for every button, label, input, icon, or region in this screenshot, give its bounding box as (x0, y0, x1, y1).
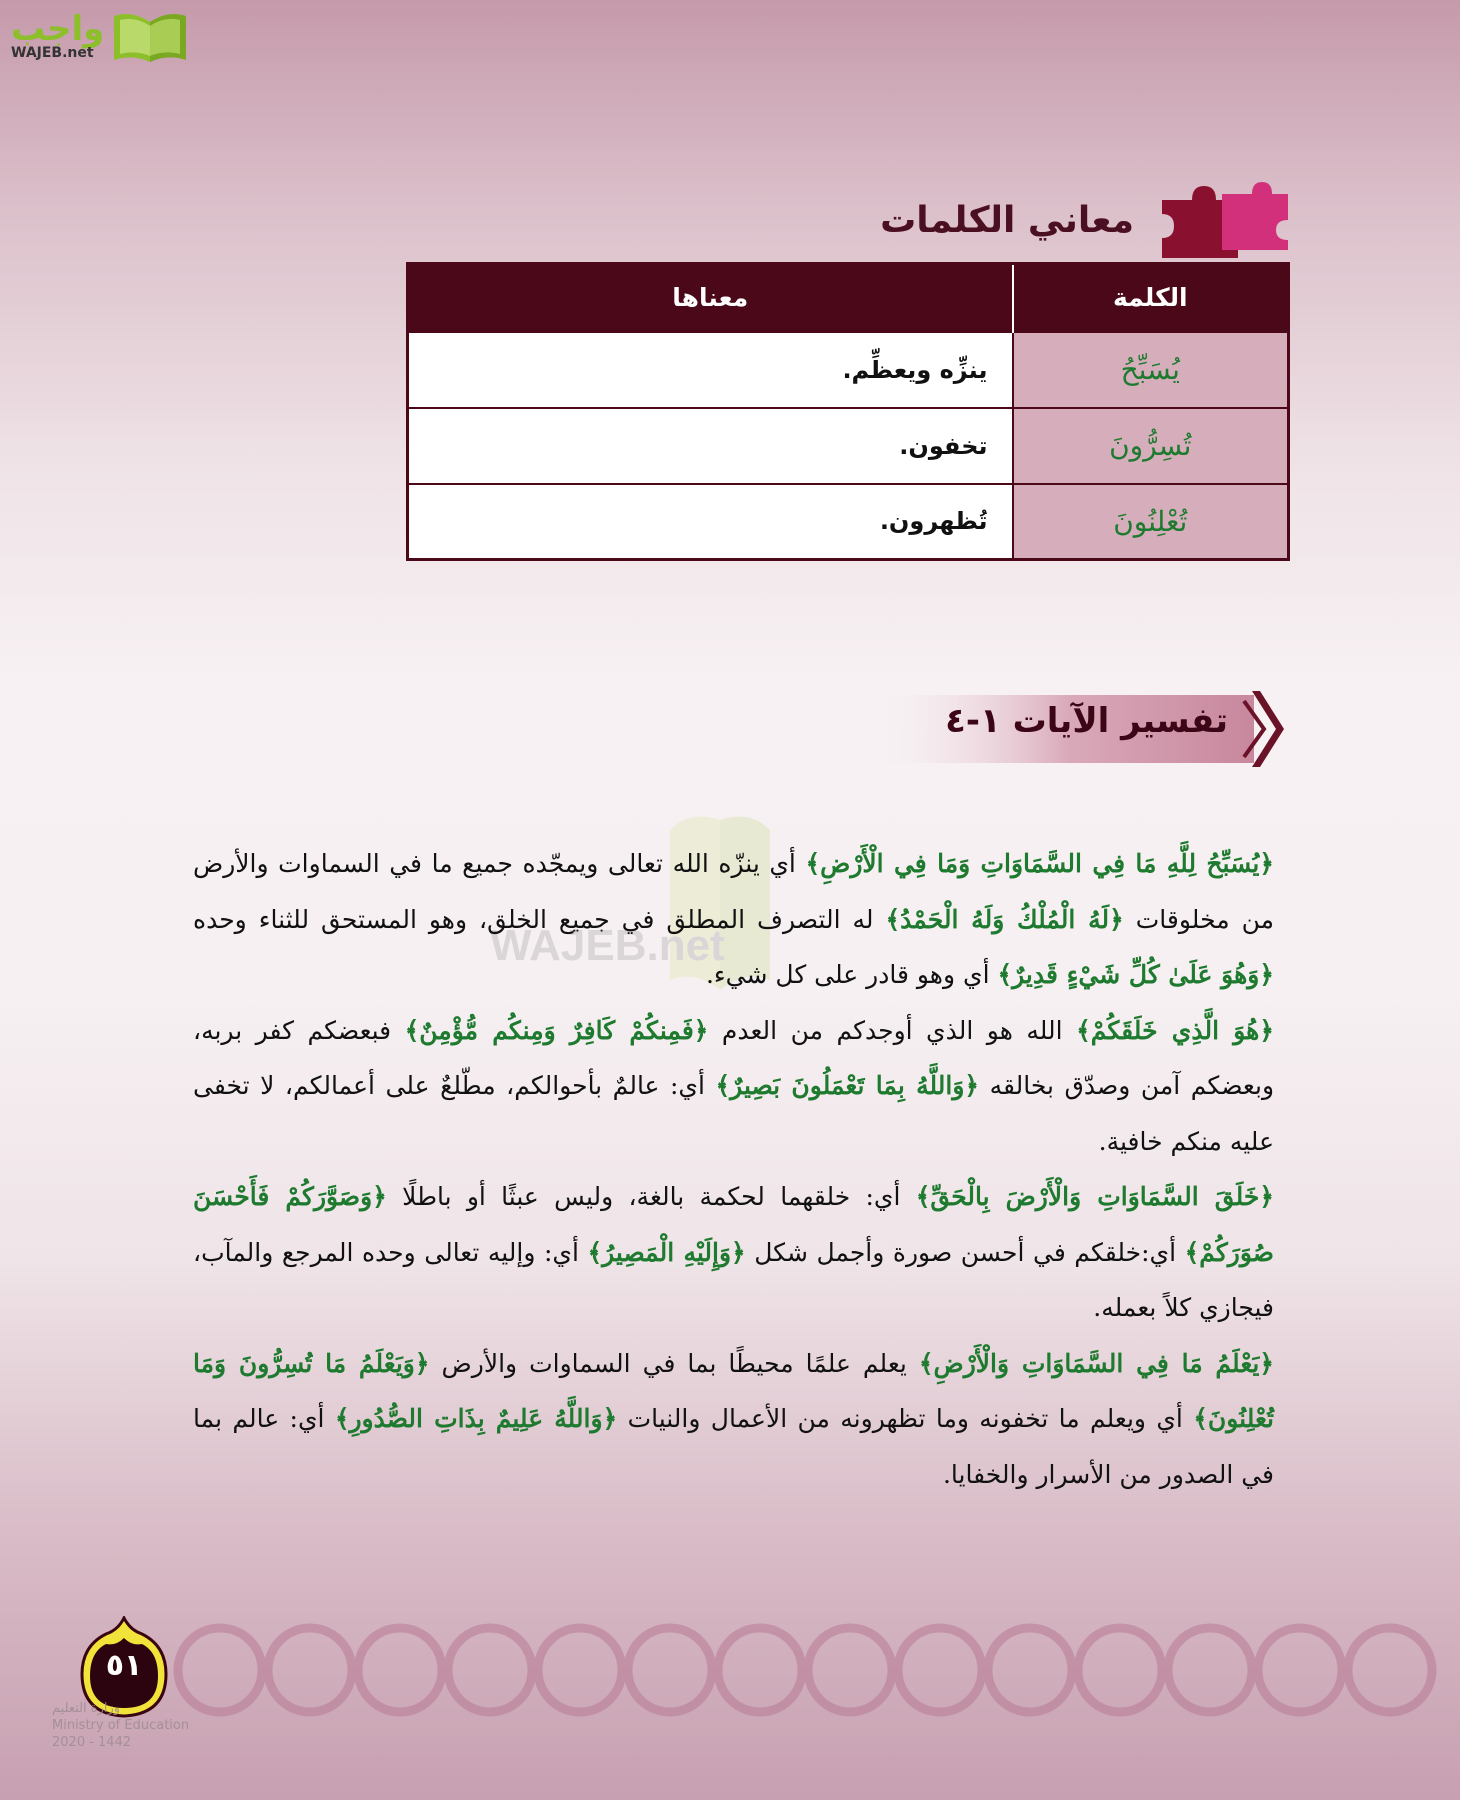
bracket-close-icon: ﴾ (715, 1071, 731, 1100)
verse-text: هُوَ الَّذِي خَلَقَكُمْ (1090, 1015, 1260, 1045)
verse-text: وَاللَّهُ عَلِيمٌ بِذَاتِ الصُّدُورِ (349, 1404, 603, 1433)
table-row (408, 332, 1289, 408)
explanation-text: أي: عالمٌ بأحوالكم، مطّلعٌ على أعمالكم، لا تخفى عليه منكم خافية. (193, 1071, 1274, 1156)
footer-ornament (160, 1610, 1460, 1730)
quran-verse (335, 1404, 617, 1433)
bracket-open-icon: ﴿ (372, 1182, 387, 1211)
verse-text: خَلَقَ السَّمَاوَاتِ وَالْأَرْضَ بِالْحَقِّ (930, 1182, 1260, 1211)
bracket-open-icon: ﴿ (1109, 904, 1124, 934)
quran-verse (587, 1238, 745, 1267)
page-number: ٥١ (105, 1648, 143, 1683)
quran-verse (919, 1349, 1274, 1378)
vocab-heading (880, 180, 1292, 260)
explanation-text: أي ويعلم ما تخفونه وما تظهرونه من الأعمال والنيات (617, 1404, 1194, 1433)
bracket-open-icon: ﴿ (1259, 1182, 1274, 1211)
verse-text: وَيَعْلَمُ مَا تُسِرُّونَ وَمَا تُعْلِنُونَ (193, 1348, 1274, 1433)
explanation-text: أي ينزّه الله تعالى ويمجّده جميع ما في السماوات والأرض من مخلوقات (193, 849, 1274, 934)
logo-arabic: واجب (11, 9, 105, 49)
ministry-year: 2020 - 1442 (52, 1735, 132, 1750)
quran-verse (716, 1071, 980, 1100)
verse-text: يَعْلَمُ مَا فِي السَّمَاوَاتِ وَالْأَرْضِ (933, 1348, 1260, 1378)
word-cell: تُعْلِنُونَ (1013, 484, 1289, 560)
verse-text: لَهُ الْمُلْكُ وَلَهُ الْحَمْدُ (900, 904, 1110, 934)
logo-english: WAJEB.net (11, 45, 94, 61)
bracket-open-icon: ﴿ (693, 1015, 709, 1045)
ministry-label (52, 1700, 189, 1751)
bracket-open-icon: ﴿ (1259, 1015, 1274, 1045)
tafsir-paragraph (193, 836, 1274, 1003)
header-meaning: معناها (408, 264, 1013, 332)
bracket-close-icon: ﴾ (885, 904, 901, 934)
quran-verse (805, 849, 1274, 878)
verse-text: يُسَبِّحُ لِلَّهِ مَا فِي السَّمَاوَاتِ وَمَا فِي الْأَرْضِ (820, 849, 1260, 878)
bracket-open-icon: ﴿ (414, 1348, 430, 1378)
bracket-open-icon: ﴿ (964, 1071, 980, 1100)
quran-verse (405, 1016, 709, 1045)
explanation-text: أي: خلقهما لحكمة بالغة، وليس عبثًا أو باطلًا (386, 1182, 916, 1211)
verse-text: وَاللَّهُ بِمَا تَعْمَلُونَ بَصِيرٌ (730, 1071, 965, 1100)
verse-text: فَمِنكُمْ كَافِرٌ وَمِنكُم مُّؤْمِنٌ (419, 1015, 694, 1045)
explanation-text: أي وهو قادر على كل شيء. (705, 960, 998, 989)
quran-verse (886, 905, 1124, 934)
bracket-open-icon: ﴿ (1259, 1348, 1274, 1378)
explanation-text: فبعضكم كفر بربه، وبعضكم آمن وصدّق بخالقه (193, 1015, 1275, 1100)
explanation-text: يعلم علمًا محيطًا بما في السماوات والأرض (429, 1348, 919, 1378)
table-row (408, 408, 1289, 484)
bracket-close-icon: ﴾ (1184, 1237, 1200, 1267)
tafsir-text (193, 836, 1274, 1502)
wajeb-logo[interactable] (11, 8, 190, 64)
bracket-close-icon: ﴾ (918, 1348, 934, 1378)
puzzle-icon (1152, 180, 1292, 260)
explanation-text: له التصرف المطلق في جميع الخلق، وهو المستحق للثناء وحده (193, 904, 886, 934)
quran-verse (1076, 1016, 1274, 1045)
bracket-close-icon: ﴾ (1193, 1404, 1208, 1433)
bracket-close-icon: ﴾ (915, 1182, 931, 1211)
bracket-close-icon: ﴾ (997, 960, 1013, 989)
word-cell: يُسَبِّحُ (1013, 332, 1289, 408)
bracket-close-icon: ﴾ (587, 1237, 603, 1267)
section-banner (884, 689, 1286, 769)
bracket-open-icon: ﴿ (731, 1237, 746, 1267)
word-cell: تُسِرُّونَ (1013, 408, 1289, 484)
meaning-cell: تخفون. (408, 408, 1013, 484)
meaning-cell: ينزِّه ويعظِّم. (408, 332, 1013, 408)
meaning-cell: تُظهرون. (408, 484, 1013, 560)
quran-verse (997, 960, 1274, 989)
explanation-text: أي: وإليه تعالى وحده المرجع والمآب، فيجازي كلاً بعمله. (193, 1237, 1274, 1322)
explanation-text: أي:خلقكم في أحسن صورة وأجمل شكل (745, 1237, 1185, 1267)
bracket-close-icon: ﴾ (334, 1404, 350, 1433)
section-title: تفسير الآيات ١-٤ (945, 701, 1228, 741)
bracket-open-icon: ﴿ (602, 1404, 618, 1433)
bracket-open-icon: ﴿ (1259, 849, 1275, 878)
book-icon (110, 8, 190, 64)
ministry-arabic: وزارة التعليم (52, 1701, 121, 1716)
verse-text: وَصَوَّرَكُمْ فَأَحْسَنَ صُوَرَكُمْ (193, 1182, 1275, 1267)
bracket-close-icon: ﴾ (805, 849, 821, 878)
tafsir-paragraph (193, 1003, 1274, 1170)
explanation-text: الله هو الذي أوجدكم من العدم (708, 1015, 1077, 1045)
bracket-close-icon: ﴾ (404, 1015, 420, 1045)
bracket-close-icon: ﴾ (1076, 1015, 1091, 1045)
tafsir-paragraph (193, 1336, 1274, 1503)
svg-text:WAJEB.net: WAJEB.net (490, 921, 725, 970)
ministry-english: Ministry of Education (52, 1718, 190, 1733)
table-row (408, 484, 1289, 560)
bracket-open-icon: ﴿ (1259, 960, 1274, 989)
verse-text: وَهُوَ عَلَىٰ كُلِّ شَيْءٍ قَدِيرٌ (1012, 960, 1260, 989)
quran-verse (916, 1182, 1274, 1211)
verse-text: وَإِلَيْهِ الْمَصِيرُ (602, 1237, 732, 1267)
vocab-table (406, 262, 1290, 561)
explanation-text: أي: عالم بما في الصدور من الأسرار والخفايا. (193, 1404, 1274, 1489)
tafsir-paragraph (193, 1169, 1274, 1336)
header-word: الكلمة (1013, 264, 1289, 332)
vocab-title: معاني الكلمات (880, 199, 1134, 241)
